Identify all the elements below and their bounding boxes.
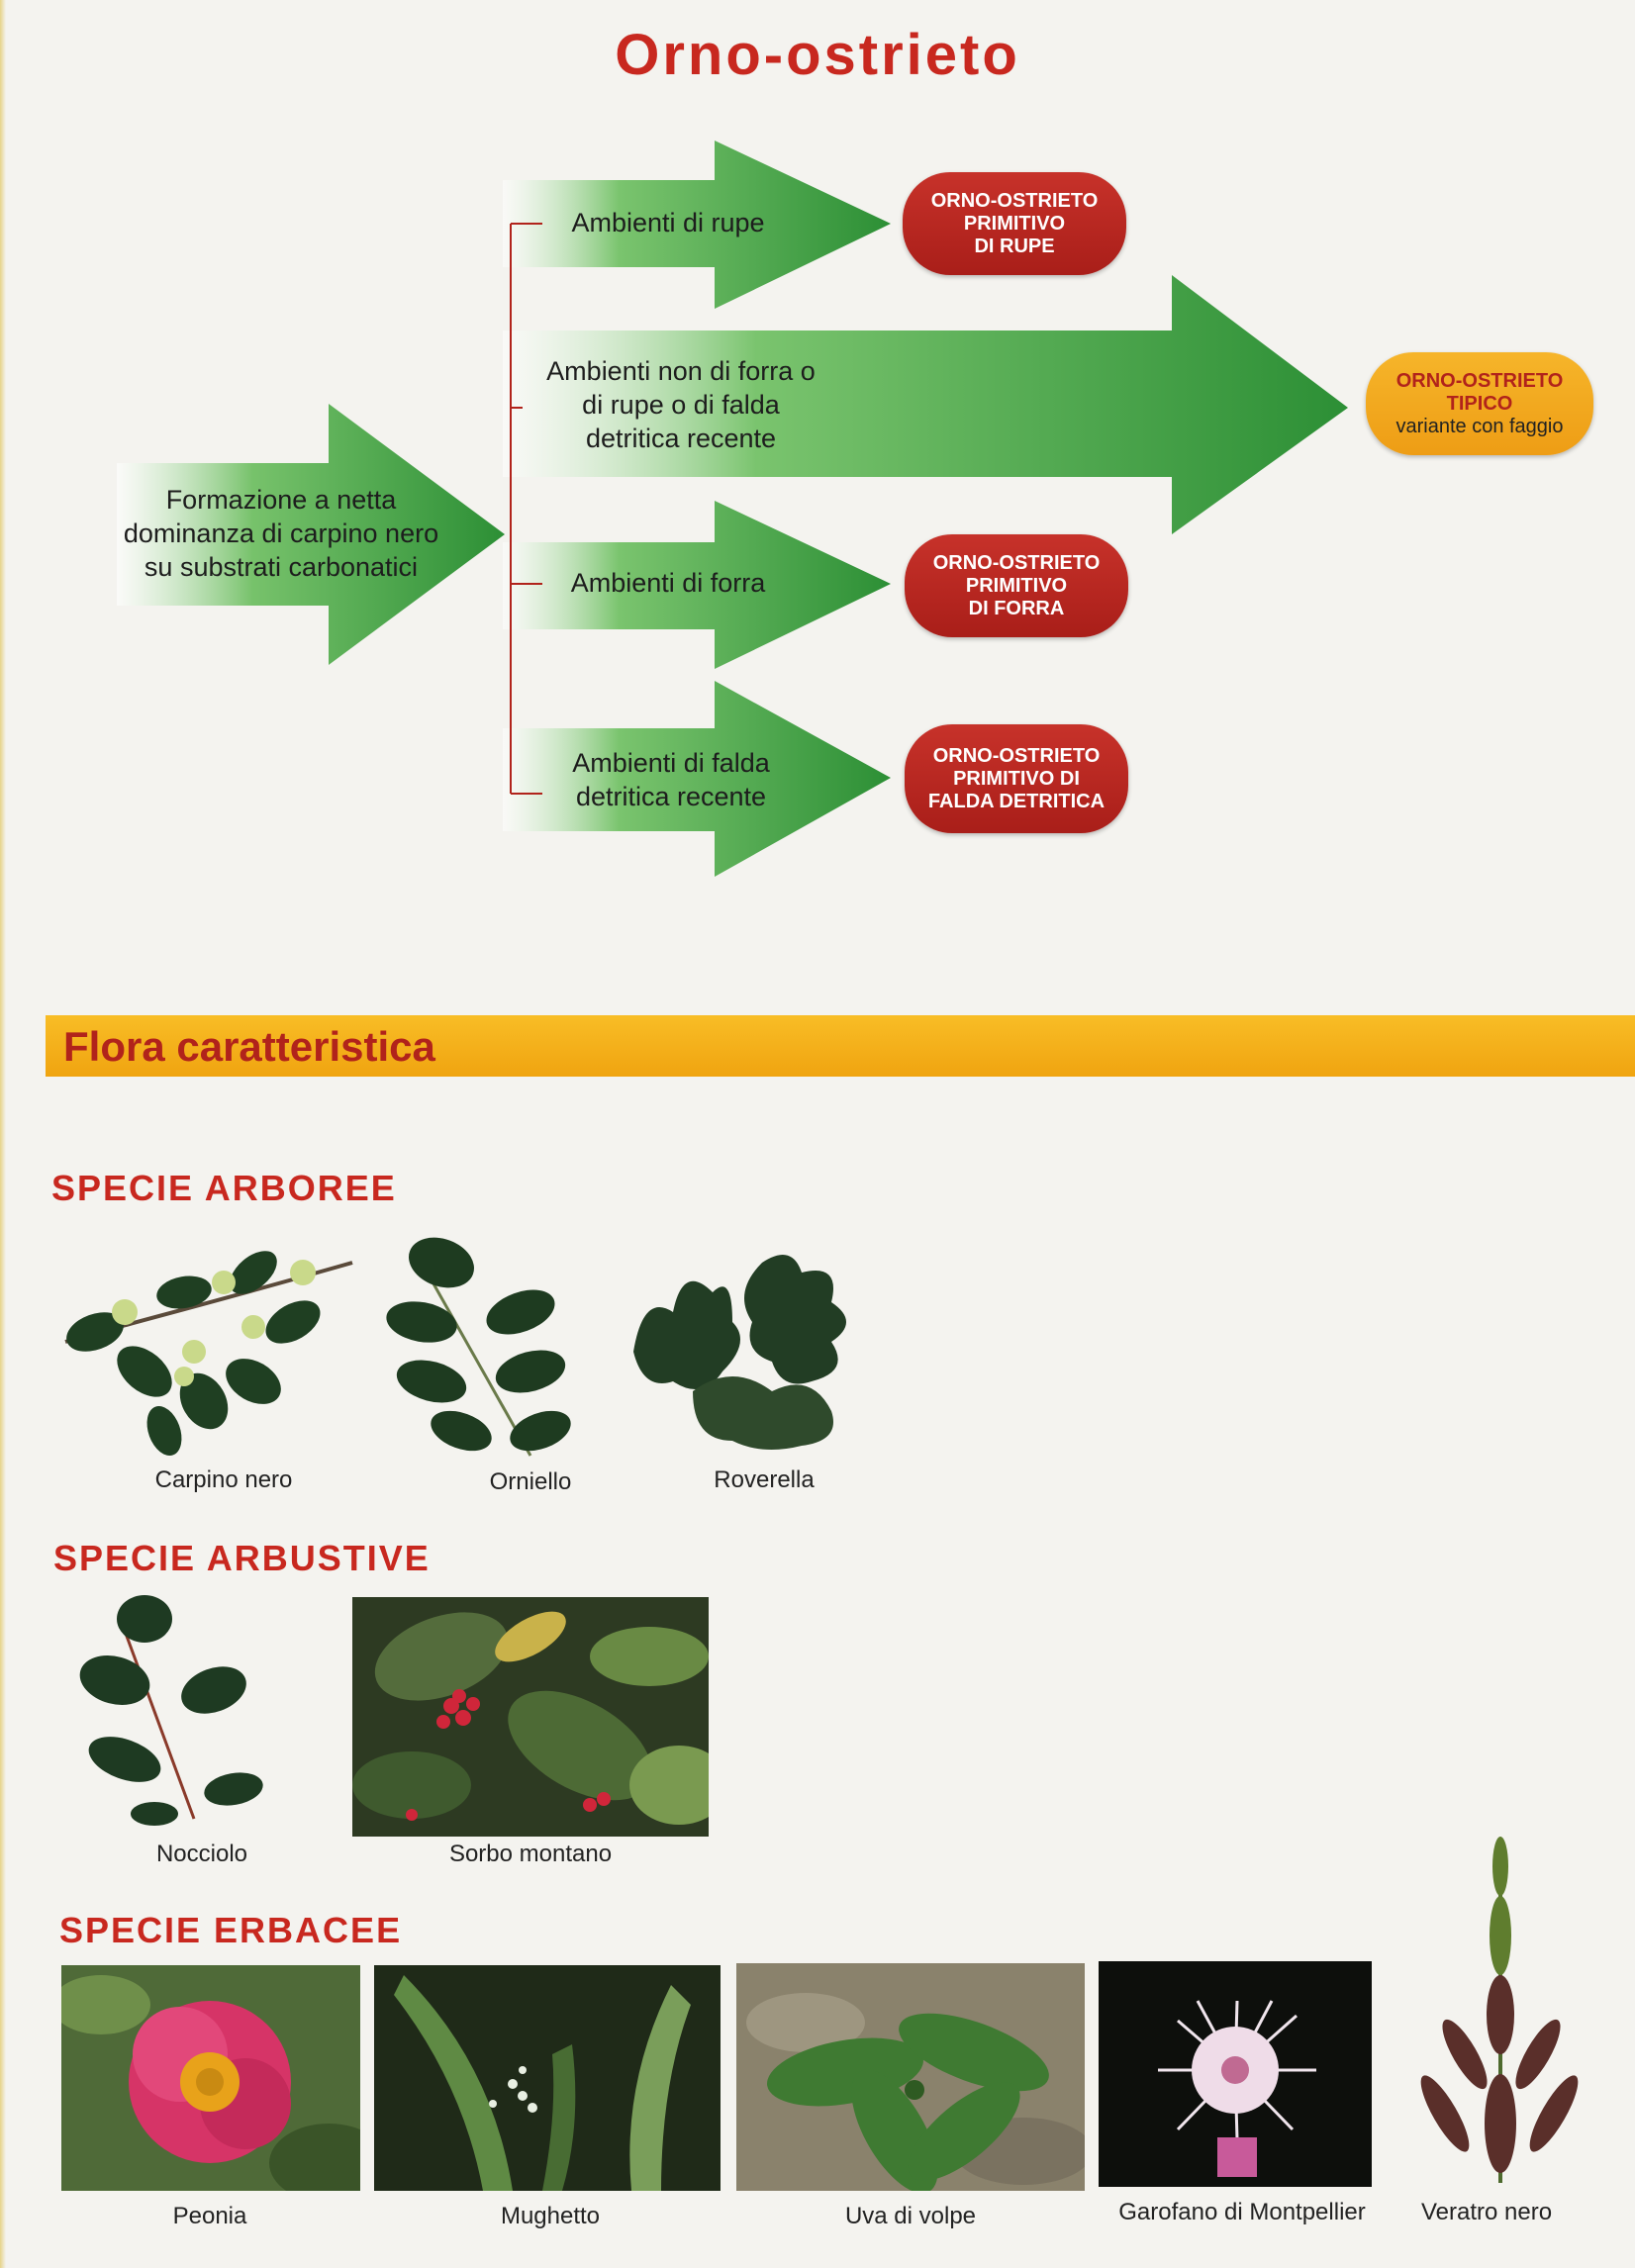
caption-peonia: Peonia	[172, 2203, 247, 2229]
nocciolo-image	[65, 1591, 263, 1829]
branch-label-forra: Ambienti di forra	[570, 568, 766, 598]
sorbo-montano-photo	[352, 1597, 709, 1837]
branch-bracket	[511, 224, 542, 794]
caption-sorbo-montano: Sorbo montano	[448, 1841, 613, 1867]
page-title: Orno-ostrieto	[615, 23, 1020, 87]
carpino-nero-image	[55, 1233, 372, 1461]
caption-orniello: Orniello	[489, 1468, 572, 1495]
result-pill-forra: ORNO-OSTRIETO PRIMITIVO DI FORRA	[905, 534, 1128, 637]
uva-di-volpe-photo	[736, 1963, 1085, 2191]
garofano-di-montpellier-photo	[1099, 1961, 1372, 2187]
result-pill-rupe: ORNO-OSTRIETO PRIMITIVO DI RUPE	[903, 172, 1126, 275]
branch-label-rupe: Ambienti di rupe	[571, 208, 765, 237]
caption-nocciolo: Nocciolo	[155, 1841, 248, 1867]
heading-arboree: SPECIE ARBOREE	[51, 1168, 397, 1208]
heading-erbacee: SPECIE ERBACEE	[59, 1910, 403, 1950]
orniello-image	[382, 1233, 580, 1461]
flow-diagram	[0, 0, 1635, 950]
result-pill-tipico: ORNO-OSTRIETO TIPICO variante con faggio	[1366, 352, 1593, 455]
caption-uva-di-volpe: Uva di volpe	[844, 2203, 977, 2229]
branch-label-falda: Ambienti di falda detritica recente	[572, 748, 770, 811]
branch-label-tipico: Ambienti non di forra o di rupe o di falda detritica recente	[546, 356, 816, 453]
diagram-arrows	[0, 0, 1635, 950]
mughetto-photo	[374, 1965, 721, 2191]
peonia-photo	[61, 1965, 360, 2191]
caption-roverella: Roverella	[714, 1466, 815, 1493]
result-pill-falda: ORNO-OSTRIETO PRIMITIVO DI FALDA DETRITICA	[905, 724, 1128, 833]
caption-carpino-nero: Carpino nero	[154, 1466, 293, 1493]
section-band	[46, 1015, 1635, 1077]
veratro-nero-image	[1405, 1837, 1584, 2193]
section-title: Flora caratteristica	[63, 1023, 435, 1070]
heading-arbustive: SPECIE ARBUSTIVE	[53, 1538, 431, 1578]
source-text: Formazione a netta dominanza di carpino nero su substrati carbonatici	[123, 485, 439, 582]
roverella-image	[614, 1233, 891, 1461]
caption-garofano-di-montpellier: Garofano di Montpellier	[1118, 2199, 1366, 2225]
caption-veratro-nero: Veratro nero	[1420, 2199, 1553, 2225]
caption-mughetto: Mughetto	[500, 2203, 601, 2229]
